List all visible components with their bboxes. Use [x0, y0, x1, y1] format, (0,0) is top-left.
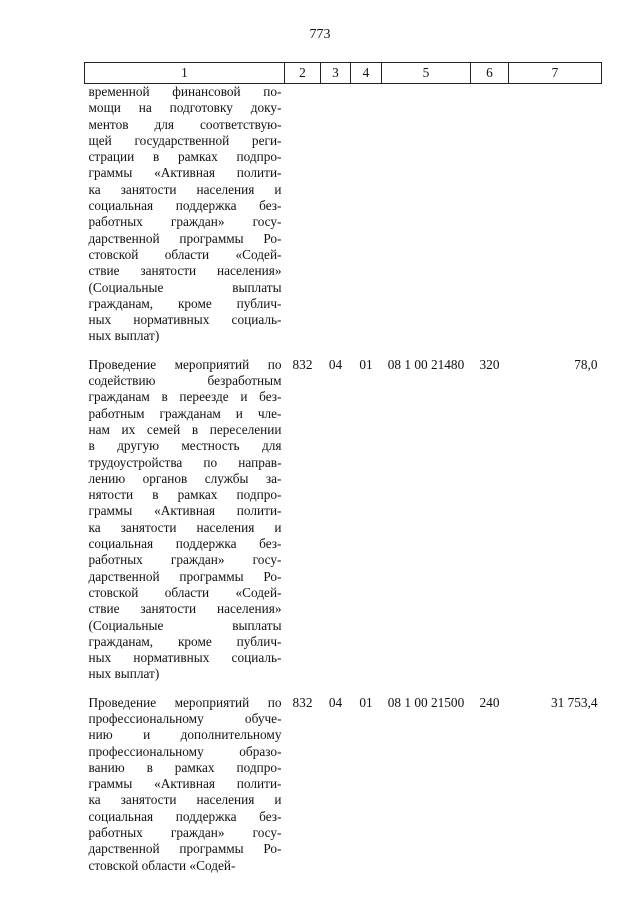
- description-line: профессиональному образо-: [88, 743, 282, 759]
- description-line: временной финансовой по-: [88, 84, 282, 99]
- description-line: (Социальные выплаты: [88, 279, 282, 295]
- table-row: [85, 345, 602, 683]
- row-expense-type: 320: [479, 356, 500, 372]
- description-line: работных граждан» госу-: [88, 825, 282, 841]
- row-ministry-code: 832: [292, 356, 313, 372]
- description-line: дарственной программы Ро-: [88, 568, 282, 584]
- description-line: Проведение мероприятий по: [88, 694, 282, 710]
- header-col-1: 1: [85, 63, 285, 84]
- row-subsection-code: 01: [359, 356, 373, 372]
- row-amount: 31 753,4: [550, 694, 598, 710]
- row-section-code: 04: [328, 694, 343, 710]
- description-line: нам их семей в переселении: [88, 421, 282, 437]
- description-line: дарственной программы Ро-: [88, 230, 282, 246]
- description-line: граммы «Активная полити-: [88, 165, 282, 181]
- description-line: ментов для соответствую-: [88, 116, 282, 132]
- header-col-3: 3: [321, 63, 351, 84]
- row-target-article: 08 1 00 21500: [387, 694, 465, 710]
- header-col-5: 5: [382, 63, 471, 84]
- description-line: стовской области «Содей-: [88, 584, 282, 600]
- row-amount: [509, 84, 602, 345]
- description-line: социальная поддержка без-: [88, 808, 282, 824]
- description-line: гражданам в переезде и без-: [88, 389, 282, 405]
- description-line: профессиональному обуче-: [88, 710, 282, 726]
- description-line: дарственной программы Ро-: [88, 841, 282, 857]
- table-row: [85, 683, 602, 874]
- row-subsection-code: 01: [359, 694, 373, 710]
- description-line: работным гражданам и чле-: [88, 405, 282, 421]
- description-line: (Социальные выплаты: [88, 617, 282, 633]
- row-amount: 78,0: [574, 356, 598, 372]
- header-row: [85, 63, 602, 84]
- row-expense-type: 240: [479, 694, 500, 710]
- description-line: лению органов службы за-: [88, 470, 282, 486]
- description-line: щей государственной реги-: [88, 132, 282, 148]
- description-line: Проведение мероприятий по: [88, 356, 282, 372]
- description-line: ных выплат): [88, 666, 160, 682]
- description-line: нятости в рамках подпро-: [88, 487, 282, 503]
- budget-table: [84, 62, 602, 874]
- description-line: ствие занятости населения»: [88, 263, 282, 279]
- description-line: в другую местность для: [88, 438, 282, 454]
- row-subsection-code: [351, 84, 382, 345]
- description-line: стовской области «Содей-: [88, 246, 282, 262]
- description-line: гражданам, кроме публич-: [88, 295, 282, 311]
- row-section-code: 04: [328, 356, 343, 372]
- description-line: ных выплат): [88, 328, 160, 344]
- description-line: ка занятости населения и: [88, 519, 282, 535]
- description-line: граммы «Активная полити-: [88, 503, 282, 519]
- description-line: мощи на подготовку доку-: [88, 100, 282, 116]
- header-col-6: 6: [471, 63, 509, 84]
- description-line: ных нормативных социаль-: [88, 312, 282, 328]
- description-line: страции в рамках подпро-: [88, 149, 282, 165]
- description-line: ствие занятости населения»: [88, 601, 282, 617]
- row-target-article: 08 1 00 21480: [387, 356, 465, 372]
- row-description: [85, 84, 285, 345]
- description-line: ванию в рамках подпро-: [88, 759, 282, 775]
- description-line: ка занятости населения и: [88, 181, 282, 197]
- table-row: [85, 84, 602, 345]
- description-line: работных граждан» госу-: [88, 552, 282, 568]
- description-line: стовской области «Содей-: [88, 857, 236, 873]
- row-ministry-code: [285, 84, 321, 345]
- description-line: граммы «Активная полити-: [88, 776, 282, 792]
- row-section-code: [321, 84, 351, 345]
- description-line: трудоустройства по направ-: [88, 454, 282, 470]
- row-expense-type: [471, 84, 509, 345]
- description-line: социальная поддержка без-: [88, 198, 282, 214]
- row-description: [85, 345, 285, 683]
- row-target-article: [382, 84, 471, 345]
- row-ministry-code: 832: [292, 694, 313, 710]
- page-number: 773: [309, 27, 331, 42]
- table-body: [85, 84, 602, 874]
- description-line: ных нормативных социаль-: [88, 650, 282, 666]
- description-line: социальная поддержка без-: [88, 536, 282, 552]
- description-line: нию и дополнительному: [88, 727, 282, 743]
- header-col-4: 4: [351, 63, 382, 84]
- description-line: ка занятости населения и: [88, 792, 282, 808]
- description-line: гражданам, кроме публич-: [88, 633, 282, 649]
- row-description: [85, 683, 285, 874]
- description-line: содействию безработным: [88, 373, 282, 389]
- header-col-2: 2: [285, 63, 321, 84]
- header-col-7: 7: [509, 63, 602, 84]
- description-line: работных граждан» госу-: [88, 214, 282, 230]
